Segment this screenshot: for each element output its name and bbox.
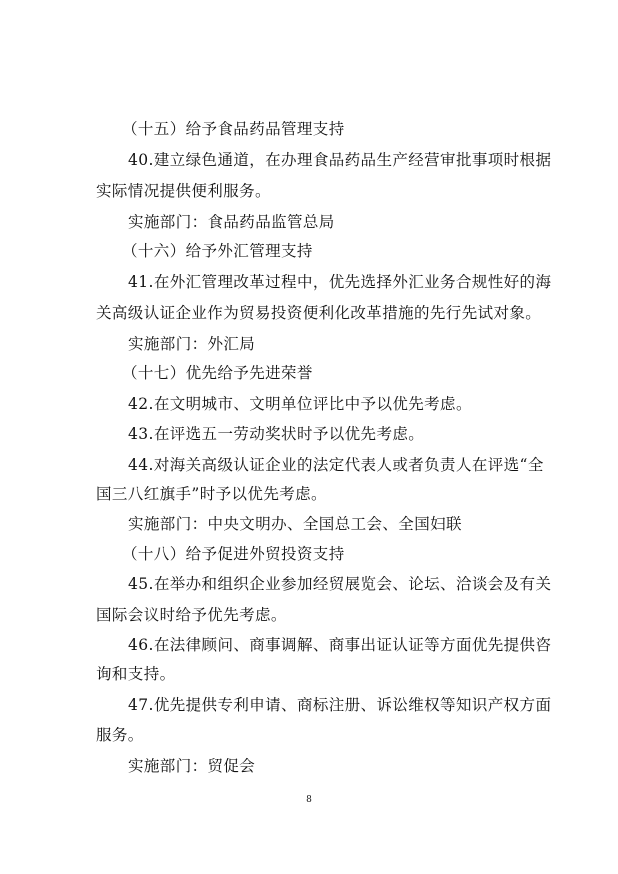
item-40-line-1: 40.建立绿色通道，在办理食品药品生产经营审批事项时根据 xyxy=(128,151,552,169)
department-line-15: 实施部门：食品药品监管总局 xyxy=(128,213,335,231)
item-45-line-2: 国际会议时给予优先考虑。 xyxy=(96,606,287,624)
item-41-line-1: 41.在外汇管理改革过程中，优先选择外汇业务合规性好的海 xyxy=(128,273,552,291)
item-40-line-2: 实际情况提供便利服务。 xyxy=(96,182,271,200)
department-line-16: 实施部门：外汇局 xyxy=(128,335,256,353)
item-44-line-2: 国三八红旗手”时予以优先考虑。 xyxy=(96,485,327,503)
item-44-line-1: 44.对海关高级认证企业的法定代表人或者负责人在评选“全 xyxy=(128,456,544,474)
section-heading-18: （十八）给予促进外贸投资支持 xyxy=(122,545,345,563)
department-line-17: 实施部门：中央文明办、全国总工会、全国妇联 xyxy=(128,515,462,533)
department-line-18: 实施部门：贸促会 xyxy=(128,757,256,775)
page-number: 8 xyxy=(306,795,312,805)
item-41-line-2: 关高级认证企业作为贸易投资便利化改革措施的先行先试对象。 xyxy=(96,304,542,322)
item-43-line: 43.在评选五一劳动奖状时予以优先考虑。 xyxy=(128,425,425,443)
section-heading-15: （十五）给予食品药品管理支持 xyxy=(122,120,345,138)
item-45-line-1: 45.在举办和组织企业参加经贸展览会、论坛、洽谈会及有关 xyxy=(128,575,552,593)
item-42-line: 42.在文明城市、文明单位评比中予以优先考虑。 xyxy=(128,395,472,413)
item-47-line-1: 47.优先提供专利申请、商标注册、诉讼维权等知识产权方面 xyxy=(128,696,552,714)
item-47-line-2: 服务。 xyxy=(96,726,144,744)
section-heading-16: （十六）给予外汇管理支持 xyxy=(122,242,313,260)
item-46-line-1: 46.在法律顾问、商事调解、商事出证认证等方面优先提供咨 xyxy=(128,636,552,654)
section-heading-17: （十七）优先给予先进荣誉 xyxy=(122,364,313,382)
item-46-line-2: 询和支持。 xyxy=(96,665,176,683)
